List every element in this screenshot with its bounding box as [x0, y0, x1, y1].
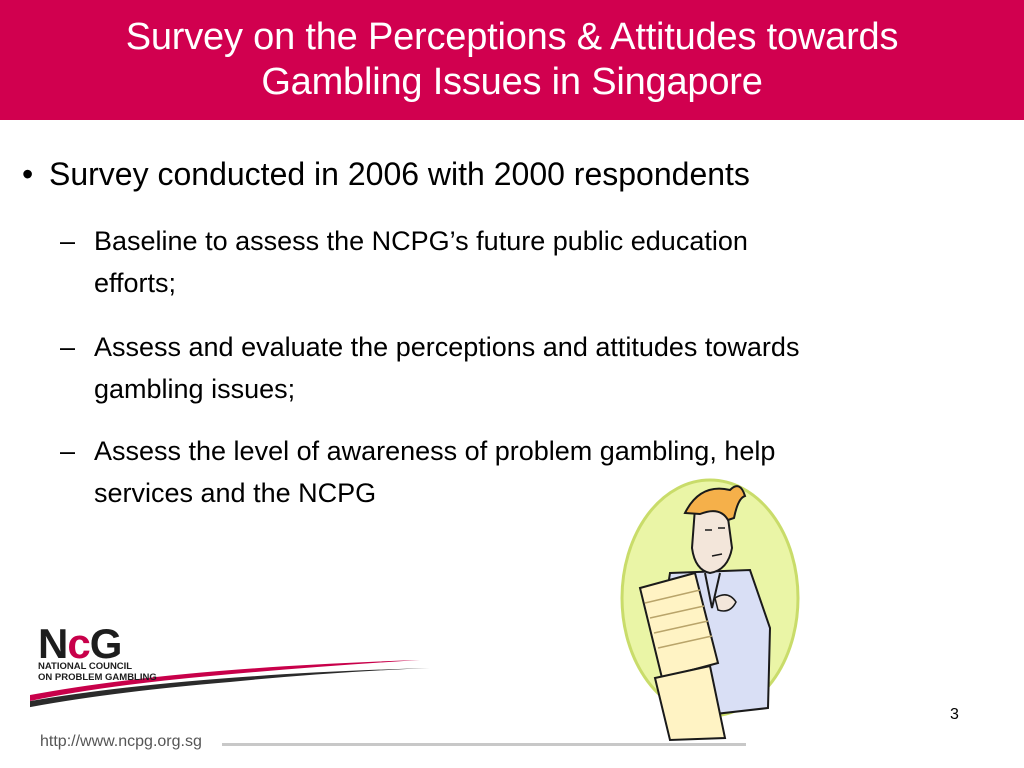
sub-bullet-1-line-2: efforts;: [94, 268, 177, 298]
bullet-marker: •: [22, 156, 34, 192]
sub-bullet-3-line-1: Assess the level of awareness of problem gambling, help: [94, 436, 776, 466]
sub-bullet-marker: –: [60, 436, 76, 466]
page-number: 3: [950, 706, 959, 723]
logo-letter-c: c: [67, 620, 90, 667]
logo-letter-n: N: [38, 620, 68, 667]
slide-title-line-1: Survey on the Perceptions & Attitudes towards: [125, 16, 899, 58]
slide-title: [126, 15, 899, 105]
sub-bullet-2-line-1: Assess and evaluate the perceptions and attitudes towards: [94, 332, 800, 362]
logo-letter-g: G: [89, 620, 122, 667]
logo-organisation-name: [38, 661, 157, 683]
sub-bullet-2-line-2: gambling issues;: [94, 374, 296, 404]
logo-org-line-1: NATIONAL COUNCIL: [38, 661, 133, 672]
logo-org-line-2: ON PROBLEM GAMBLING: [38, 672, 157, 683]
slide-title-line-2: Gambling Issues in Singapore: [261, 61, 763, 103]
sub-bullet-marker: –: [60, 332, 76, 362]
person-reading-papers-illustration: [600, 478, 810, 743]
sub-bullet-marker: –: [60, 226, 76, 256]
sub-bullet-3-line-2: services and the NCPG: [94, 478, 377, 508]
footer-divider: [222, 743, 746, 746]
title-bar: [0, 0, 1024, 120]
footer-url: http://www.ncpg.org.sg: [40, 733, 202, 750]
ncpg-logo: [30, 620, 450, 710]
sub-bullet-1-line-1: Baseline to assess the NCPG’s future public education: [94, 226, 748, 256]
main-bullet-text: Survey conducted in 2006 with 2000 respondents: [49, 156, 750, 192]
